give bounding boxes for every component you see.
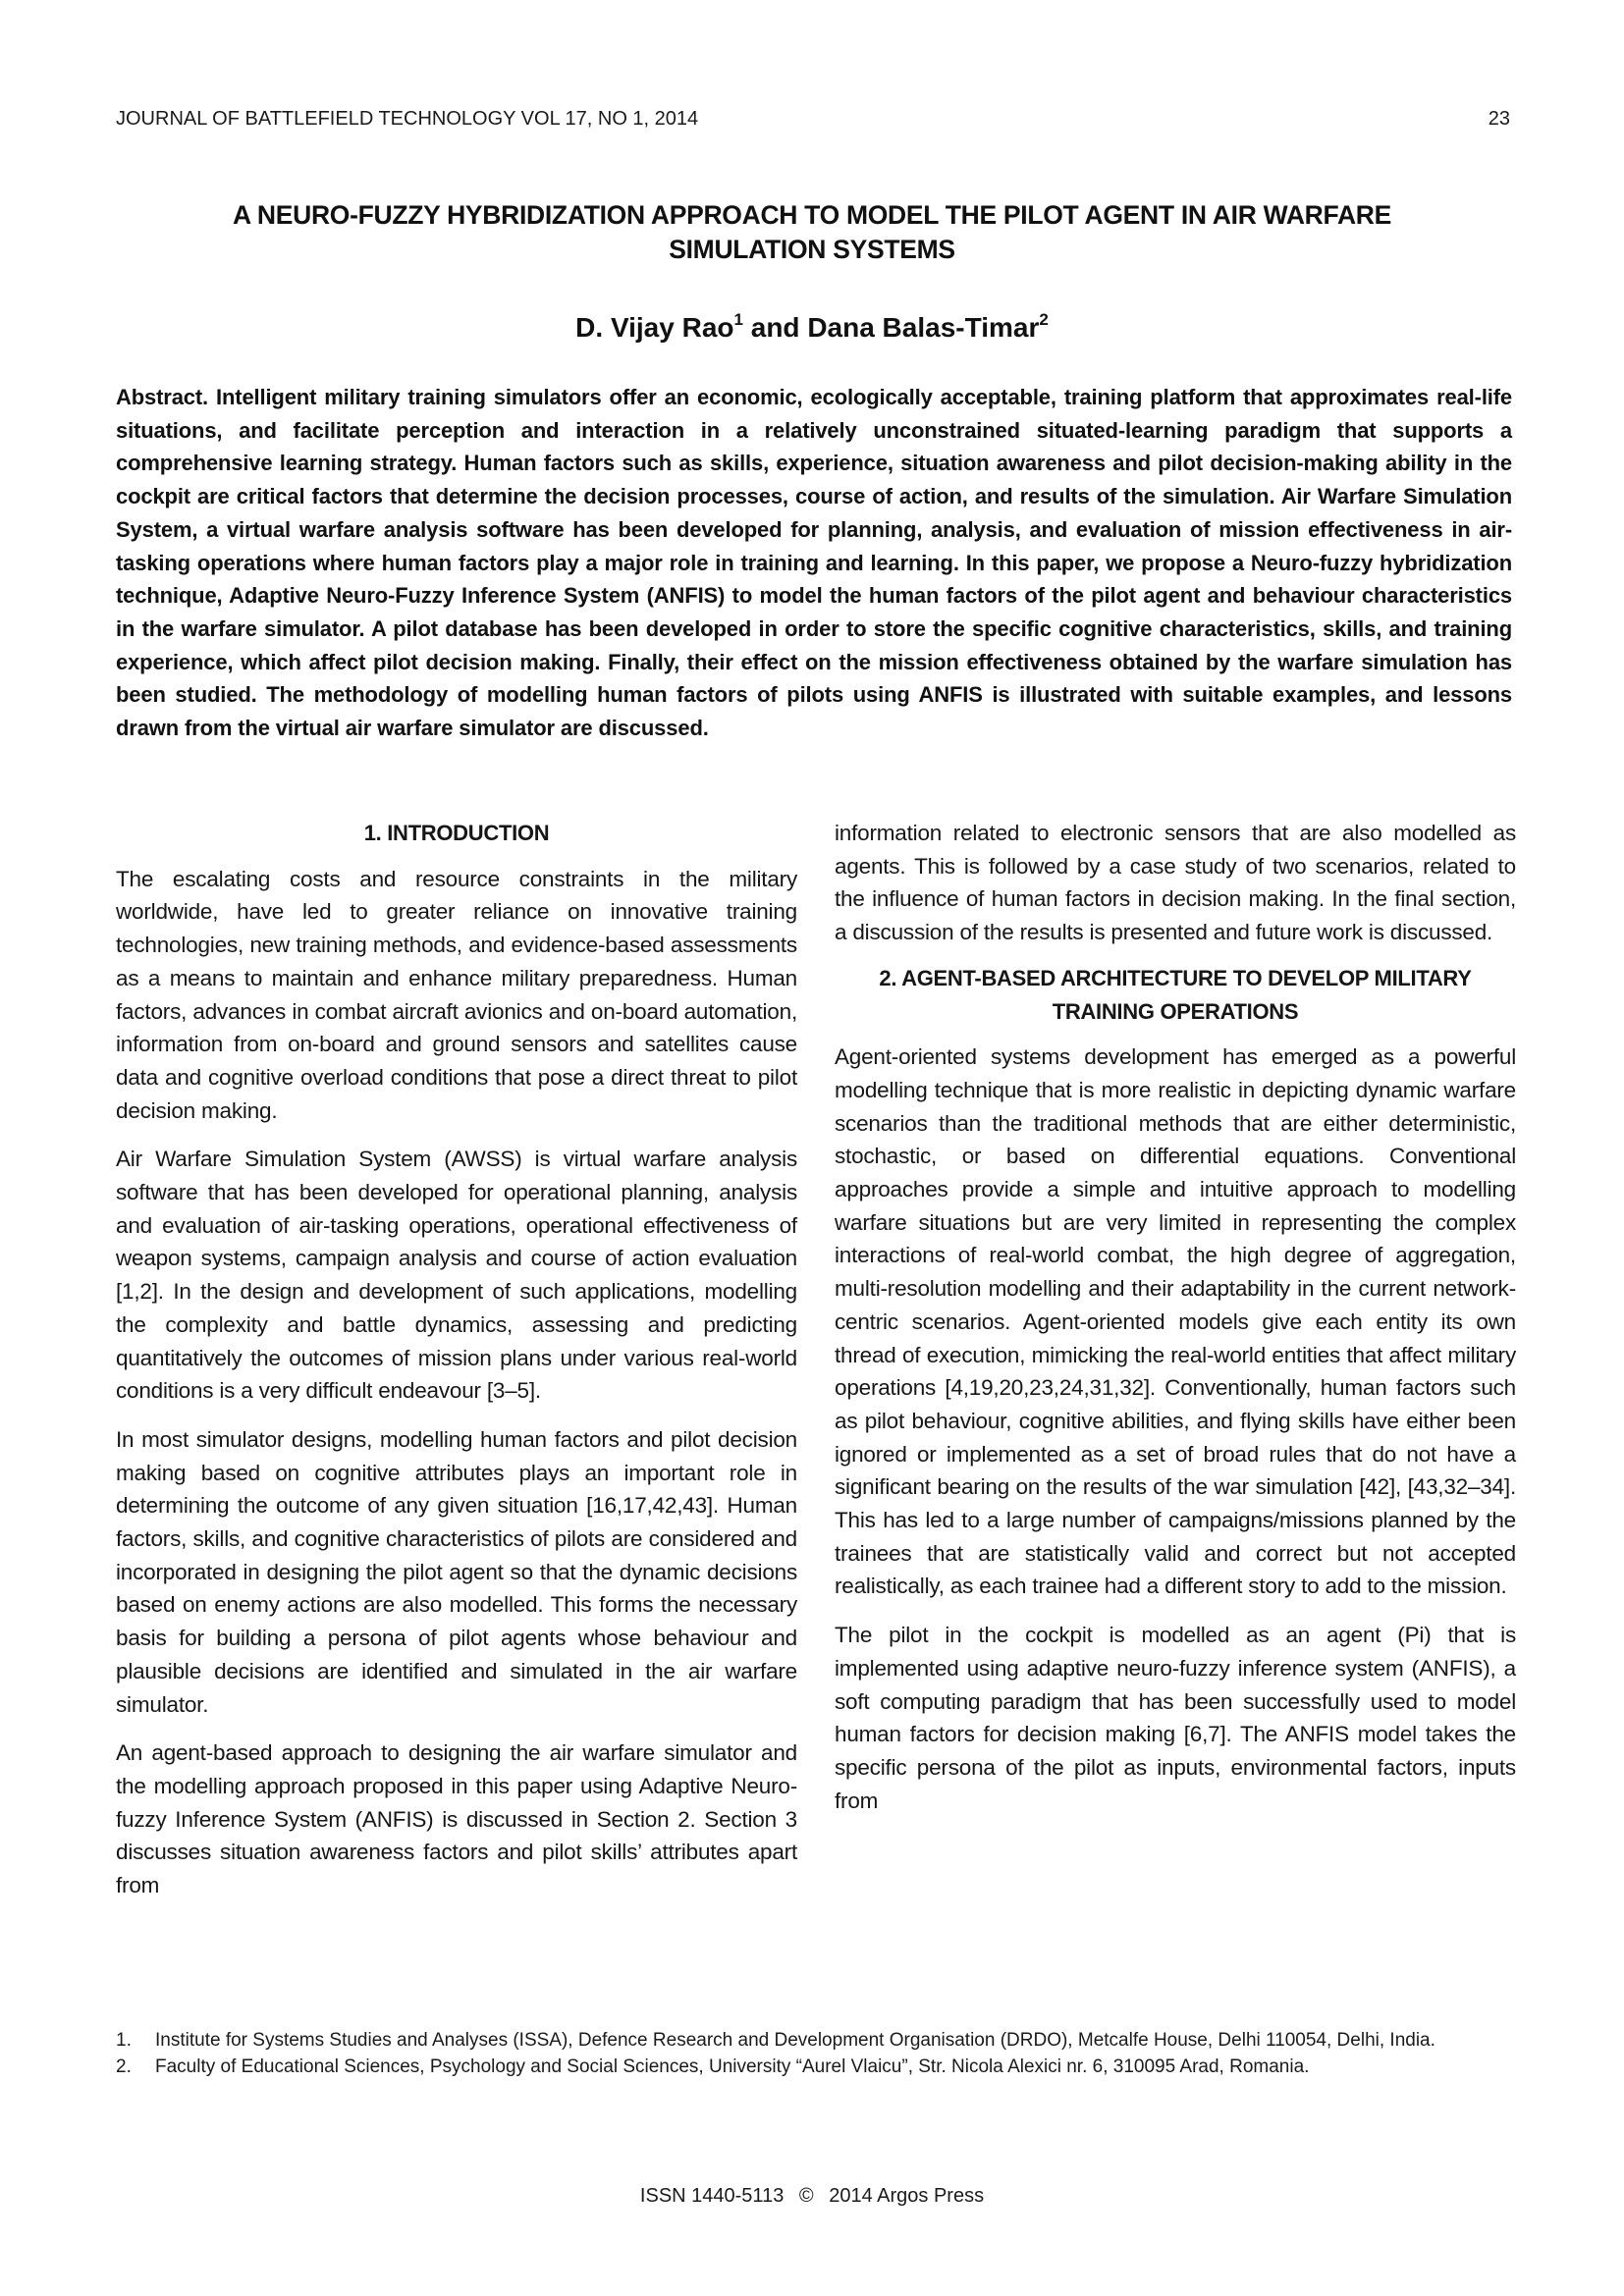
footnote xyxy=(116,2055,1512,2081)
footnote-text: Institute for Systems Studies and Analyses (ISSA), Defence Research and Development Organisation (DRDO), Metcalfe House, Delhi 110054, Delhi, India. xyxy=(155,2030,1435,2051)
running-header xyxy=(116,104,1510,133)
footnote xyxy=(116,2028,1512,2055)
author-name: Dana Balas-Timar xyxy=(807,312,1040,343)
paragraph: The escalating costs and resource constraints in the military worldwide, have led to greater reliance on innovative training technologies, new training methods, and evidence-based assessments as a means to maintain and enhance military preparedness. Human factors, advances in combat aircraft avionics and on-board automation, information from on-board and ground sensors and satellites cause data and cognitive overload conditions that pose a direct threat to pilot decision making. xyxy=(116,866,797,1123)
section-heading-introduction: 1. INTRODUCTION xyxy=(363,821,550,845)
paragraph-continued: information related to electronic sensors that are also modelled as agents. This is followed by a case study of two scenarios, related to the influence of human factors in decision making. In the final section, a discussion of the results is presented and future work is discussed. xyxy=(835,821,1516,945)
paper-title xyxy=(157,198,1467,267)
title-line-1: A NEURO-FUZZY HYBRIDIZATION APPROACH TO MODEL THE PILOT AGENT IN AIR WARFARE xyxy=(232,200,1391,230)
paragraph: Air Warfare Simulation System (AWSS) is virtual warfare analysis software that has been developed for operational planning, analysis and evaluation of air-tasking operations, operational effectiveness of weapon systems, campaign analysis and course of action evaluation [1,2]. In the design and development of such applications, modelling the complexity and battle dynamics, assessing and predicting quantitatively the outcomes of mission plans under various real-world conditions is a very difficult endeavour [3–5]. xyxy=(116,1147,797,1404)
paragraph: In most simulator designs, modelling human factors and pilot decision making based on cognitive attributes plays an important role in determining the outcome of any given situation [16,17,42,43]. Human factors, skills, and cognitive characteristics of pilots are considered and incorporated in designing the pilot agent so that the dynamic decisions based on enemy actions are also modelled. This forms the necessary basis for building a persona of pilot agents whose behaviour and plausible decisions are identified and simulated in the air warfare simulator. xyxy=(116,1426,797,1717)
footnote-number: 2. xyxy=(116,2056,132,2077)
affiliation-marker: 2 xyxy=(1039,309,1049,329)
page-number: 23 xyxy=(1488,107,1510,130)
abstract-text: Intelligent military training simulators offer an economic, ecologically acceptable, training platform that approximates real-life situations, and facilitate perception and interaction in a relatively unconstrained situated-learning paradigm that supports a comprehensive learning strategy. Human factors such as skills, experience, situation awareness and pilot decision-making ability in the cockpit are critical factors that determine the decision processes, course of action, and results of the simulation. Air Warfare Simulation System, a virtual warfare analysis software has been developed for planning, analysis, and evaluation of mission effectiveness in air-tasking operations where human factors play a major role in training and learning. In this paper, we propose a Neuro-fuzzy hybridization technique, Adaptive Neuro-Fuzzy Inference System (ANFIS) to model the human factors of the pilot agent and behaviour characteristics in the warfare simulator. A pilot database has been developed in order to store the specific cognitive characteristics, skills, and training experience, which affect pilot decision making. Finally, their effect on the mission effectiveness obtained by the warfare simulation has been studied. The methodology of modelling human factors of pilots using ANFIS is illustrated with suitable examples, and lessons drawn from the virtual air warfare simulator are discussed. xyxy=(116,385,1512,741)
right-column xyxy=(835,817,1516,1817)
title-line-2: SIMULATION SYSTEMS xyxy=(669,235,955,264)
affiliation-marker: 1 xyxy=(733,309,743,329)
footnote-text: Faculty of Educational Sciences, Psychology and Social Sciences, University “Aurel Vlaicu”, Str. Nicola Alexici nr. 6, 310095 Arad, Romania. xyxy=(155,2056,1310,2077)
copyright-icon: © xyxy=(798,2185,814,2207)
abstract xyxy=(116,381,1512,745)
issn: ISSN 1440-5113 xyxy=(639,2185,785,2207)
paragraph: The pilot in the cockpit is modelled as an agent (Pi) that is implemented using adaptive neuro-fuzzy inference system (ANFIS), a soft computing paradigm that has been successfully used to model human factors for decision making [6,7]. The ANFIS model takes the specific persona of the pilot as inputs, environmental factors, inputs from xyxy=(835,1623,1516,1813)
journal-name: JOURNAL OF BATTLEFIELD TECHNOLOGY VOL 17, NO 1, 2014 xyxy=(116,107,699,130)
author-joiner: and xyxy=(750,312,800,343)
publisher: 2014 Argos Press xyxy=(829,2185,985,2207)
author-list xyxy=(295,310,1329,346)
author-name: D. Vijay Rao xyxy=(575,312,734,343)
footnotes xyxy=(116,2028,1512,2080)
footnote-number: 1. xyxy=(116,2030,132,2051)
section-heading-agent-architecture: 2. AGENT-BASED ARCHITECTURE TO DEVELOP MILITARY TRAINING OPERATIONS xyxy=(879,965,1472,1024)
paragraph: Agent-oriented systems development has emerged as a powerful modelling technique that is more realistic in depicting dynamic warfare scenarios than the traditional methods that are either deterministic, stochastic, or based on differential equations. Conventional approaches provide a simple and intuitive approach to modelling warfare situations but are very limited in representing the complex interactions of real-world combat, the high degree of aggregation, multi-resolution modelling and their adaptability in the current network-centric scenarios. Agent-oriented models give each entity its own thread of execution, mimicking the real-world entities that affect military operations [4,19,20,23,24,31,32]. Conventionally, human factors such as pilot behaviour, cognitive abilities, and flying skills have either been ignored or implemented as a set of broad rules that do not have a significant bearing on the results of the war simulation [42], [43,32–34]. This has led to a large number of campaigns/missions planned by the trainees that are statistically valid and correct but not accepted realistically, as each trainee had a different story to add to the mission. xyxy=(835,1044,1516,1599)
paragraph: An agent-based approach to designing the air warfare simulator and the modelling approach proposed in this paper using Adaptive Neuro-fuzzy Inference System (ANFIS) is discussed in Section 2. Section 3 discusses situation awareness factors and pilot skills’ attributes apart from xyxy=(116,1740,797,1898)
abstract-label: Abstract. xyxy=(116,385,209,409)
left-column xyxy=(116,817,797,1902)
page-footer xyxy=(0,2181,1624,2211)
